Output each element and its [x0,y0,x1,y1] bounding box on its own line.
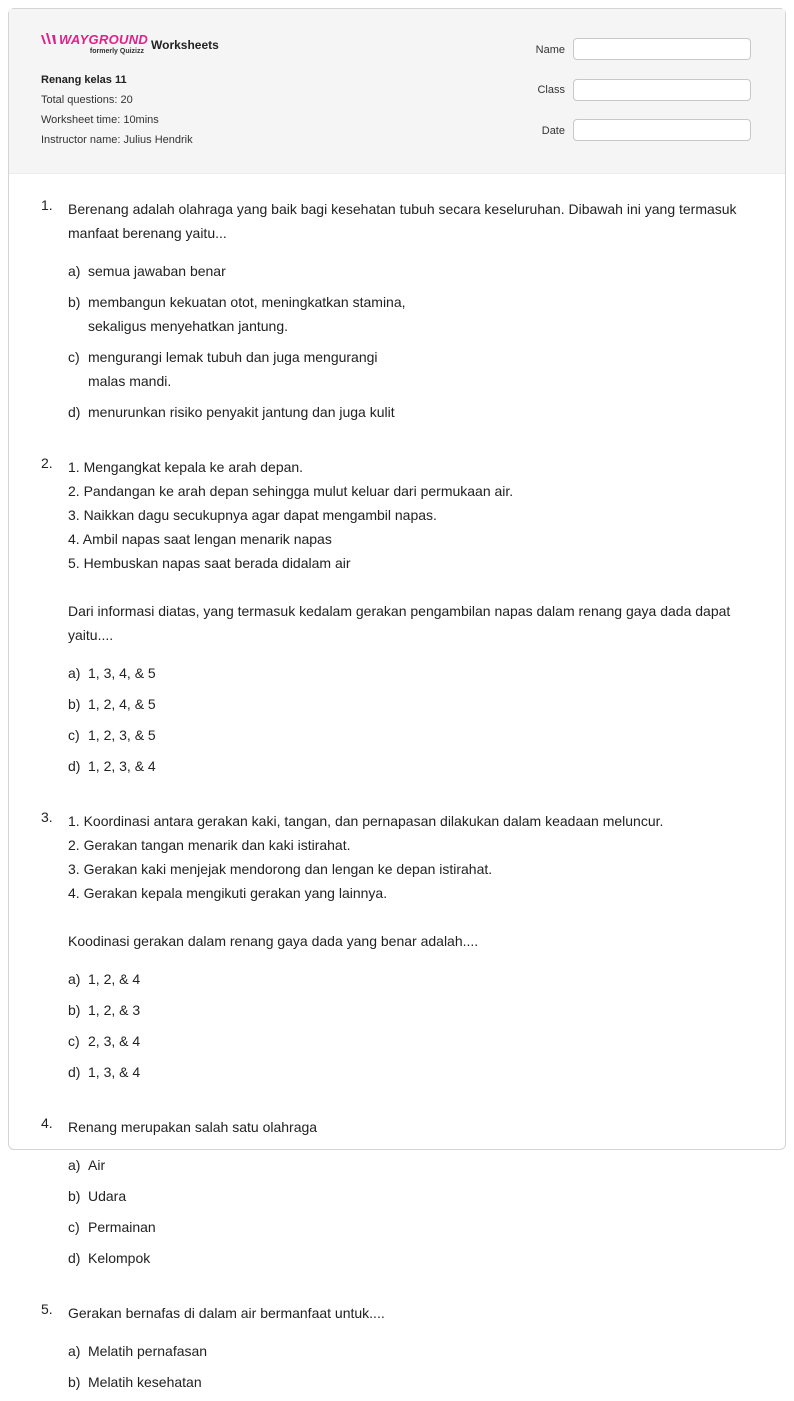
question-list [9,173,785,1401]
answer-option[interactable] [68,967,414,991]
question-line: 5. Hembuskan napas saat berada didalam air [68,555,351,571]
option-text: membangun kekuatan otot, meningkatkan stamina, sekaligus menyehatkan jantung. [88,294,406,334]
option-text: Udara [88,1188,127,1204]
product-title: Worksheets [151,38,219,52]
option-letter: c) [68,349,80,365]
option-text: menurunkan risiko penyakit jantung dan juga kulit [88,404,395,420]
question-number: 3. [41,809,53,825]
logo-wordmark: WAYGROUND [59,32,149,47]
date-label: Date [541,125,565,137]
option-letter: a) [68,971,81,987]
wayground-logo [40,32,149,60]
option-text: 1, 3, & 4 [88,1064,141,1080]
answer-option[interactable] [68,1215,414,1239]
logo-subtext: formerly Quizizz [89,48,144,55]
answer-option[interactable] [68,1029,414,1053]
date-field[interactable] [573,119,751,141]
answer-option[interactable] [68,400,414,424]
answer-option[interactable] [68,345,414,393]
answer-option[interactable] [68,1370,414,1394]
answer-option[interactable] [68,661,414,685]
total-questions: Total questions: 20 [41,94,133,106]
question-text [68,455,749,647]
answer-option[interactable] [68,290,414,338]
question-line: 2. Pandangan ke arah depan sehingga mulut keluar dari permukaan air. [68,483,514,499]
option-text: Melatih kesehatan [88,1374,202,1390]
instructor-name: Instructor name: Julius Hendrik [41,134,193,146]
question-line: 4. Gerakan kepala mengikuti gerakan yang lainnya. [68,885,388,901]
class-label: Class [537,84,565,96]
answer-option[interactable] [68,1339,414,1363]
option-letter: b) [68,294,81,310]
option-text: 1, 2, 3, & 4 [88,758,156,774]
question-line: 1. Koordinasi antara gerakan kaki, tangan, dan pernapasan dilakukan dalam keadaan meluncur. [68,813,664,829]
question-line: Renang merupakan salah satu olahraga [68,1119,318,1135]
question-item [9,809,785,1091]
question-number: 5. [41,1301,53,1317]
name-field[interactable] [573,38,751,60]
question-line: 1. Mengangkat kepala ke arah depan. [68,459,304,475]
option-text: 1, 2, 3, & 5 [88,727,156,743]
question-line: Berenang adalah olahraga yang baik bagi kesehatan tubuh secara keseluruhan. Dibawah ini yang termasuk manfaat berenang yaitu... [68,201,737,241]
name-label: Name [535,44,565,56]
question-number: 1. [41,197,53,213]
option-letter: b) [68,1002,81,1018]
option-letter: a) [68,665,81,681]
answer-option[interactable] [68,1060,414,1084]
question-text [68,197,749,245]
answer-option[interactable] [68,1246,414,1270]
answer-options [68,1153,749,1277]
option-text: Permainan [88,1219,156,1235]
option-letter: d) [68,1064,81,1080]
option-text: semua jawaban benar [88,263,226,279]
question-text [68,809,749,953]
option-text: 1, 2, & 4 [88,971,141,987]
answer-option[interactable] [68,723,414,747]
option-text: 1, 3, 4, & 5 [88,665,156,681]
option-letter: c) [68,727,80,743]
answer-options [68,1339,749,1401]
option-text: 1, 2, & 3 [88,1002,141,1018]
worksheet-header [9,9,785,174]
option-text: 1, 2, 4, & 5 [88,696,156,712]
question-item [9,455,785,785]
worksheet-title: Renang kelas 11 [41,74,127,86]
option-text: mengurangi lemak tubuh dan juga mengurangi malas mandi. [88,349,378,389]
option-letter: d) [68,1250,81,1266]
option-text: Air [88,1157,106,1173]
answer-options [68,967,749,1091]
answer-options [68,259,749,431]
answer-option[interactable] [68,754,414,778]
answer-option[interactable] [68,998,414,1022]
question-item [9,1115,785,1277]
question-line: 4. Ambil napas saat lengan menarik napas [68,531,332,547]
question-line: Gerakan bernafas di dalam air bermanfaat untuk.... [68,1305,385,1321]
option-text: Kelompok [88,1250,151,1266]
question-number: 2. [41,455,53,471]
option-letter: d) [68,758,81,774]
question-item [9,1301,785,1401]
worksheet-time: Worksheet time: 10mins [41,114,159,126]
option-text: 2, 3, & 4 [88,1033,141,1049]
question-number: 4. [41,1115,53,1131]
option-letter: a) [68,1343,81,1359]
wayground-mark-icon [40,33,58,45]
worksheet-page [8,8,786,1390]
option-letter: a) [68,1157,81,1173]
question-text [68,1301,749,1325]
option-letter: c) [68,1033,80,1049]
answer-option[interactable] [68,1153,414,1177]
class-field[interactable] [573,79,751,101]
question-item [9,197,785,431]
question-line: 3. Gerakan kaki menjejak mendorong dan lengan ke depan istirahat. [68,861,493,877]
answer-option[interactable] [68,1184,414,1208]
option-letter: b) [68,1374,81,1390]
question-line: 3. Naikkan dagu secukupnya agar dapat mengambil napas. [68,507,437,523]
question-line: 2. Gerakan tangan menarik dan kaki istirahat. [68,837,351,853]
option-letter: a) [68,263,81,279]
question-prompt: Koodinasi gerakan dalam renang gaya dada yang benar adalah.... [68,933,479,949]
answer-options [68,661,749,785]
option-text: Melatih pernafasan [88,1343,208,1359]
option-letter: d) [68,404,81,420]
question-text [68,1115,749,1139]
option-letter: b) [68,1188,81,1204]
answer-option[interactable] [68,692,414,716]
question-prompt: Dari informasi diatas, yang termasuk kedalam gerakan pengambilan napas dalam renang gaya dada dapat yaitu.... [68,603,731,643]
answer-option[interactable] [68,259,414,283]
option-letter: b) [68,696,81,712]
option-letter: c) [68,1219,80,1235]
